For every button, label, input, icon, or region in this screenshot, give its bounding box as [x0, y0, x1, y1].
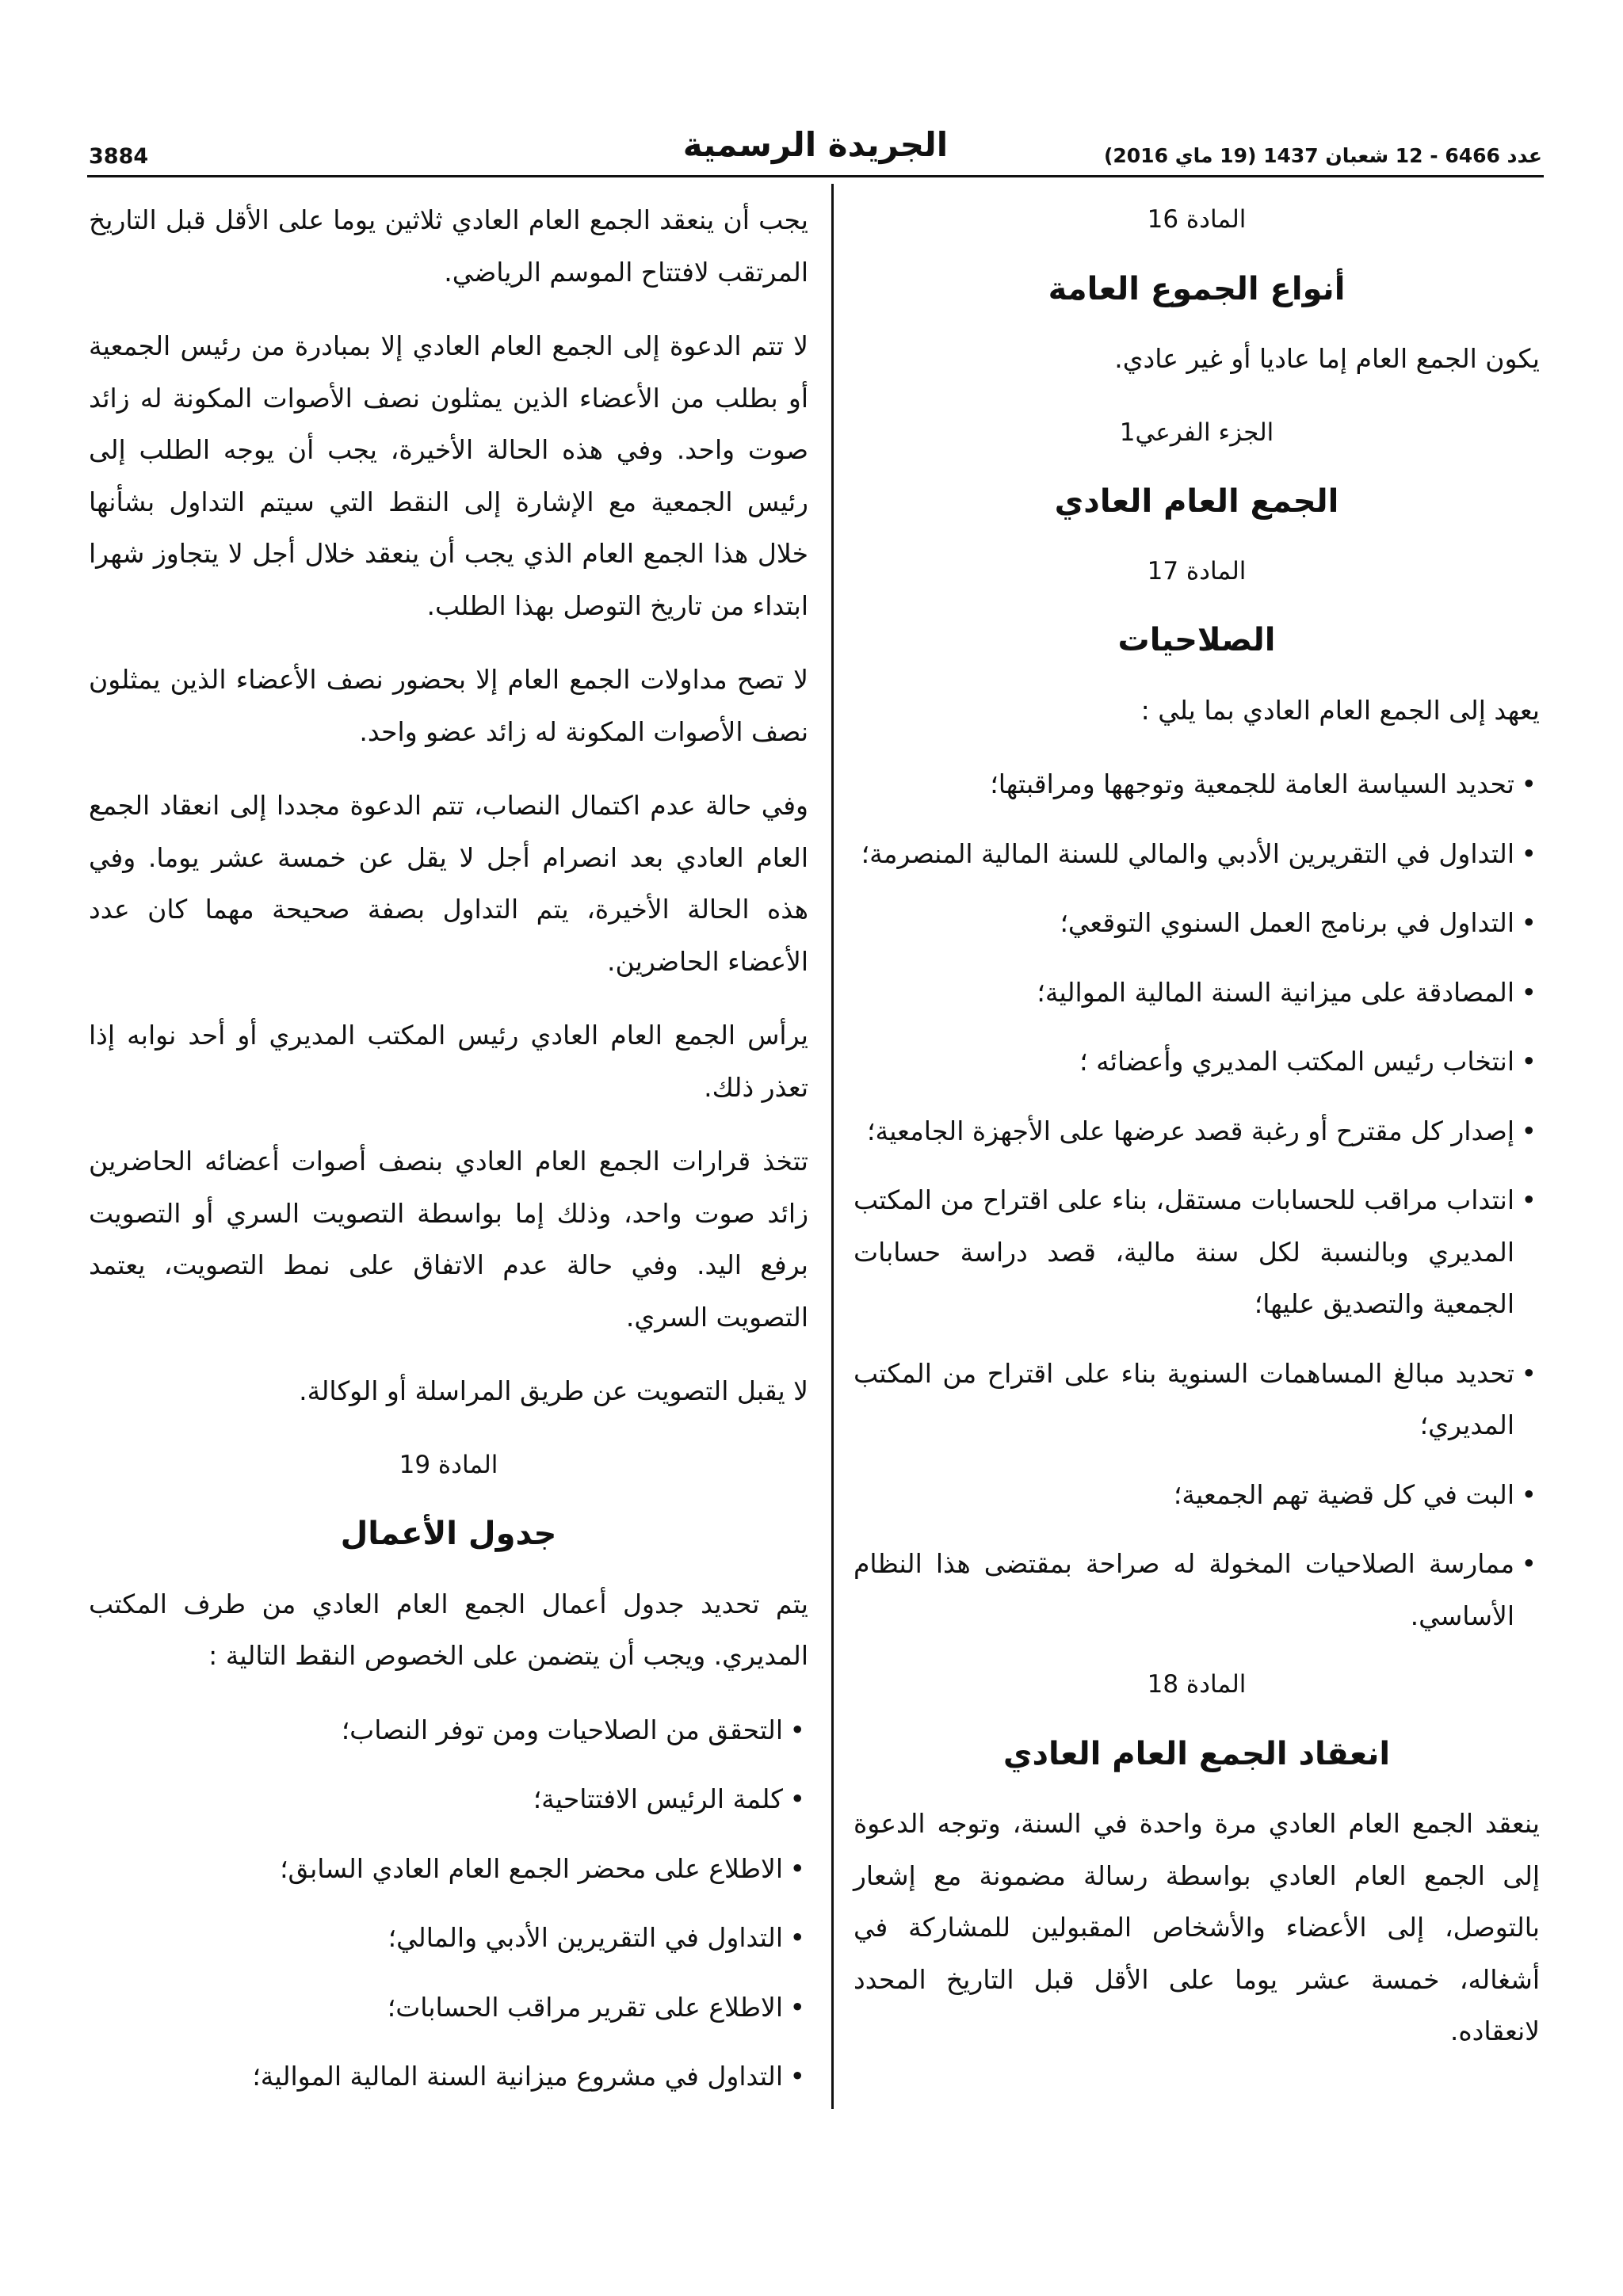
article-17-list: [854, 758, 1540, 1642]
page-number: 3884: [89, 144, 149, 169]
list-item: • التداول في التقريرين الأدبي والمالي؛: [89, 1912, 808, 1964]
list-item: • إصدار كل مقترح أو رغبة قصد عرضها على الأجهزة الجامعية؛: [854, 1105, 1540, 1158]
list-item: • انتداب مراقب للحسابات مستقل، بناء على اقتراح من المكتب المديري وبالنسبة لكل سنة مالية، قصد دراسة حسابات الجمعية والتصديق عليها؛: [854, 1174, 1540, 1330]
article-18-text: ينعقد الجمع العام العادي مرة واحدة في السنة، وتوجه الدعوة إلى الجمع العام العادي بواسطة رسالة مضمونة مع إشعار بالتوصل، إلى الأعضاء والأشخاص المقبولين للمشاركة في أشغاله، خمسة عشر يوما على الأقل قبل التاريخ المحدد لانعقاده.: [854, 1808, 1540, 2046]
article-16-title: أنواع الجموع العامة: [1048, 270, 1346, 307]
article-16-label: المادة 16: [1147, 205, 1247, 234]
article-19-title: جدول الأعمال: [340, 1516, 557, 1552]
list-item: • التداول في برنامج العمل السنوي التوقعي؛: [854, 897, 1540, 949]
article-17-title: الصلاحيات: [1117, 622, 1276, 658]
list-item: • ممارسة الصلاحيات المخولة له صراحة بمقتضى هذا النظام الأساسي.: [854, 1538, 1540, 1642]
list-item: • البت في كل قضية تهم الجمعية؛: [854, 1469, 1540, 1521]
left-column: [89, 194, 808, 2120]
list-item: • التداول في مشروع ميزانية السنة المالية الموالية؛: [89, 2050, 808, 2103]
article-18-title: انعقاد الجمع العام العادي: [1002, 1735, 1391, 1772]
header-rule: [87, 175, 1544, 177]
subpart-label: الجزء الفرعي1: [1119, 418, 1274, 447]
right-column: [854, 194, 1540, 2080]
list-item: • الاطلاع على محضر الجمع العام العادي السابق؛: [89, 1843, 808, 1895]
article-19-intro: يتم تحديد جدول أعمال الجمع العام العادي من طرف المكتب المديري. ويجب أن يتضمن على الخصوص النقط التالية :: [89, 1588, 808, 1671]
issue-info: عدد 6466 - 12 شعبان 1437 (19 ماي 2016): [1103, 144, 1542, 167]
list-item: • التداول في التقريرين الأدبي والمالي للسنة المالية المنصرمة؛: [854, 828, 1540, 880]
column-divider: [831, 184, 834, 2109]
list-item: • كلمة الرئيس الافتتاحية؛: [89, 1773, 808, 1825]
paragraph: يرأس الجمع العام العادي رئيس المكتب المديري أو أحد نوابه إذا تعذر ذلك.: [89, 1020, 808, 1103]
list-item: • تحديد السياسة العامة للجمعية وتوجهها ومراقبتها؛: [854, 758, 1540, 810]
article-18-label: المادة 18: [1147, 1670, 1247, 1699]
journal-title: الجريدة الرسمية: [682, 125, 949, 164]
list-item: • المصادقة على ميزانية السنة المالية الموالية؛: [854, 967, 1540, 1019]
article-19-label: المادة 19: [399, 1450, 498, 1479]
article-16-text: يكون الجمع العام إما عاديا أو غير عادي.: [1114, 343, 1540, 374]
list-item: • الاطلاع على تقرير مراقب الحسابات؛: [89, 1981, 808, 2034]
paragraph: وفي حالة عدم اكتمال النصاب، تتم الدعوة مجددا إلى انعقاد الجمع العام العادي بعد انصرام أجل لا يقل عن خمسة عشر يوما. وفي هذه الحالة الأخيرة، يتم التداول بصفة صحيحة مهما كان عدد الأعضاء الحاضرين.: [89, 790, 808, 977]
paragraph: يجب أن ينعقد الجمع العام العادي ثلاثين يوما على الأقل قبل التاريخ المرتقب لافتتاح الموسم الرياضي.: [89, 204, 808, 288]
list-item: • انتخاب رئيس المكتب المديري وأعضائه ؛: [854, 1035, 1540, 1088]
list-item: • التحقق من الصلاحيات ومن توفر النصاب؛: [89, 1704, 808, 1756]
paragraph: لا تتم الدعوة إلى الجمع العام العادي إلا بمبادرة من رئيس الجمعية أو بطلب من الأعضاء الذين يمثلون نصف الأصوات المكونة له زائد صوت واحد. وفي هذه الحالة الأخيرة، يجب أن يوجه الطلب إلى رئيس الجمعية مع الإشارة إلى النقط التي سيتم التداول بشأنها خلال هذا الجمع العام الذي يجب أن ينعقد خلال أجل لا يتجاوز شهرا ابتداء من تاريخ التوصل بهذا الطلب.: [89, 330, 808, 621]
page-header: [89, 125, 1542, 173]
article-17-intro: يعهد إلى الجمع العام العادي بما يلي :: [1140, 694, 1540, 726]
list-item: • تحديد مبالغ المساهمات السنوية بناء على اقتراح من المكتب المديري؛: [854, 1348, 1540, 1451]
article-19-list: [89, 1704, 808, 2103]
article-17-label: المادة 17: [1147, 556, 1247, 585]
paragraph: لا يقبل التصويت عن طريق المراسلة أو الوكالة.: [299, 1375, 808, 1406]
paragraph: لا تصح مداولات الجمع العام إلا بحضور نصف الأعضاء الذين يمثلون نصف الأصوات المكونة له زائد عضو واحد.: [89, 664, 808, 747]
subpart-title: الجمع العام العادي: [1054, 483, 1339, 520]
paragraph: تتخذ قرارات الجمع العام العادي بنصف أصوات أعضائه الحاضرين زائد صوت واحد، وذلك إما بواسطة التصويت السري أو التصويت برفع اليد. وفي حالة عدم الاتفاق على نمط التصويت، يعتمد التصويت السري.: [89, 1146, 808, 1333]
